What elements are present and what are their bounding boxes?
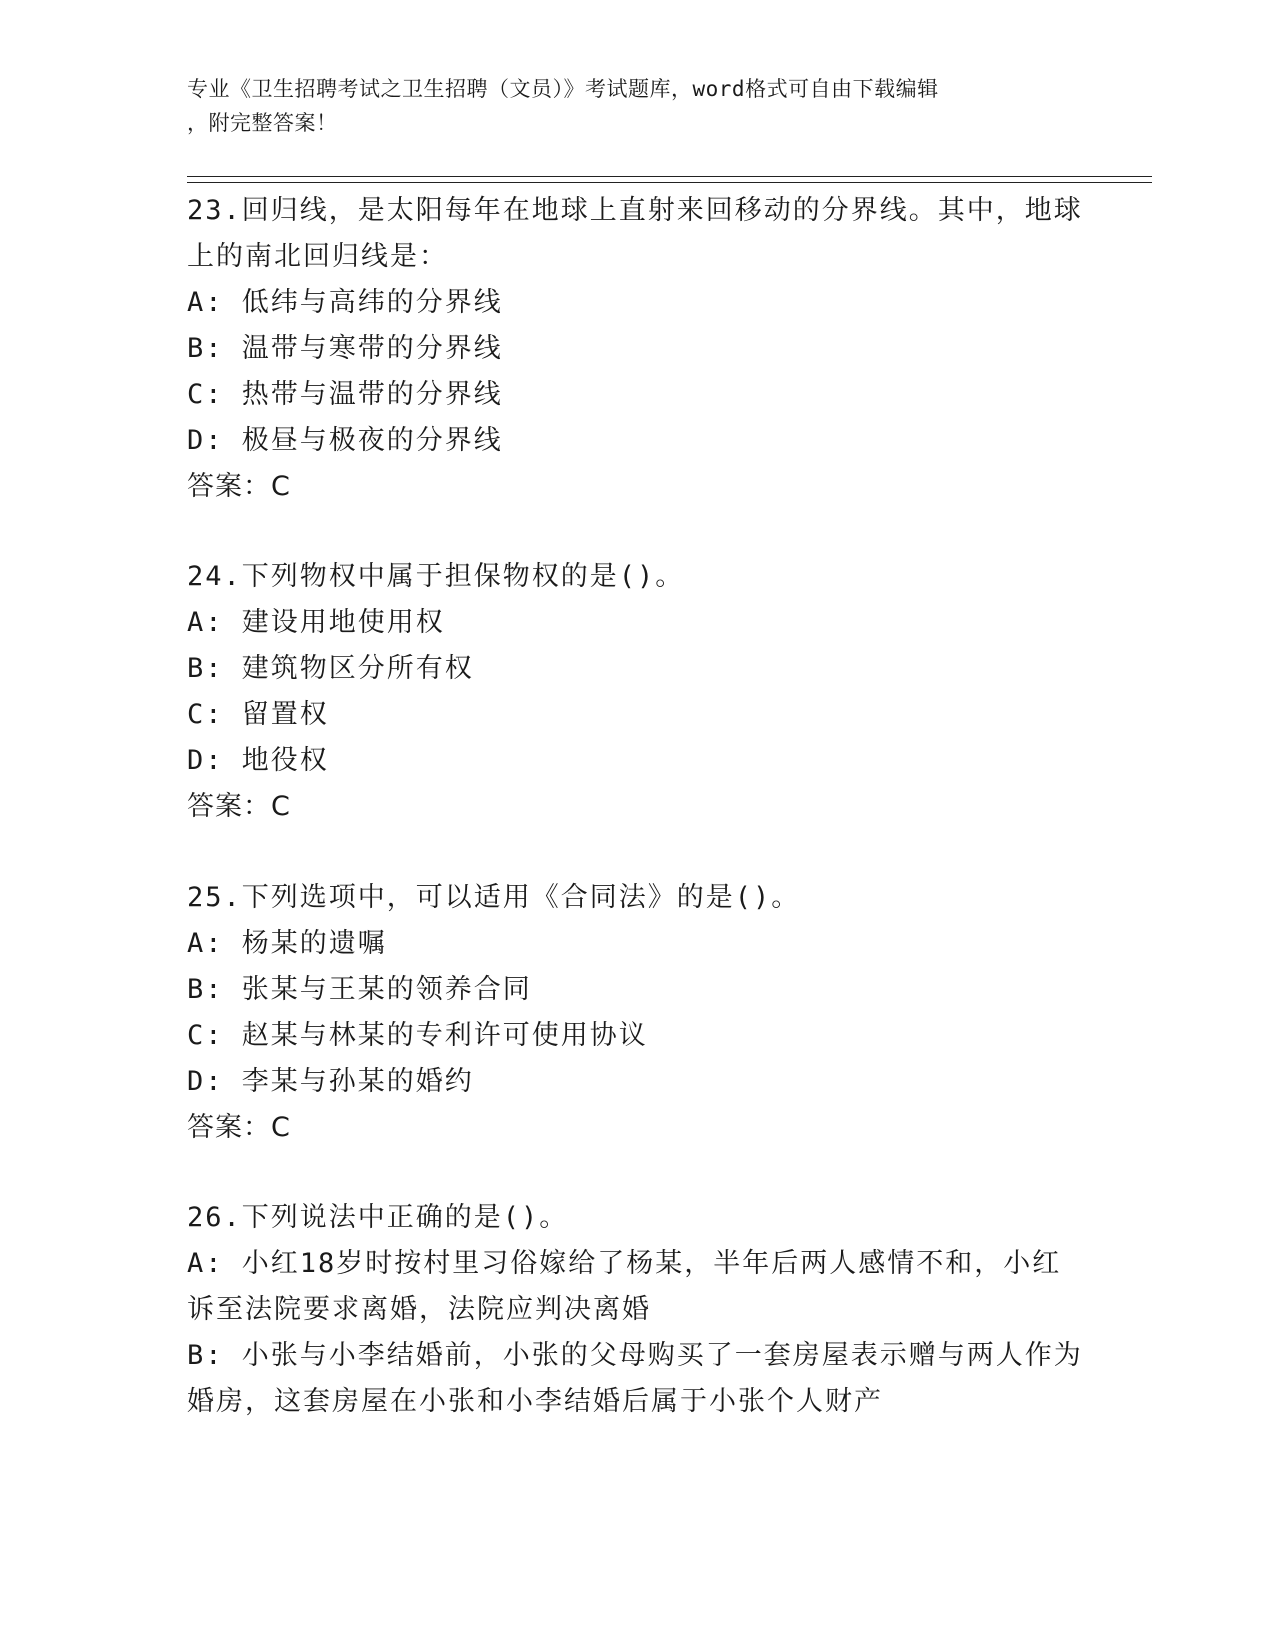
answer-line: 答案：C — [187, 791, 291, 822]
header-divider-top — [187, 176, 1152, 177]
question-23 — [187, 188, 1087, 510]
option-b: B: 建筑物区分所有权 — [187, 653, 474, 684]
option-c: C: 赵某与林某的专利许可使用协议 — [187, 1020, 648, 1051]
option-b: B: 温带与寒带的分界线 — [187, 333, 503, 364]
question-25 — [187, 875, 1087, 1151]
answer-line: 答案：C — [187, 471, 291, 502]
option-a: A: 小红18岁时按村里习俗嫁给了杨某，半年后两人感情不和，小红 — [187, 1248, 1062, 1279]
option-d: D: 李某与孙某的婚约 — [187, 1066, 474, 1097]
option-c: C: 留置权 — [187, 699, 329, 730]
option-d: D: 地役权 — [187, 745, 329, 776]
header-line-1: 专业《卫生招聘考试之卫生招聘（文员）》考试题库，word格式可自由下载编辑 — [187, 77, 939, 101]
question-text: 26.下列说法中正确的是()。 — [187, 1202, 569, 1233]
header-line-2: ，附完整答案！ — [187, 111, 338, 135]
question-text-continued: 上的南北回归线是： — [187, 241, 448, 272]
option-b: B: 张某与王某的领养合同 — [187, 974, 532, 1005]
question-24 — [187, 554, 1087, 830]
question-text: 24.下列物权中属于担保物权的是()。 — [187, 561, 685, 592]
option-b-continued: 婚房，这套房屋在小张和小李结婚后属于小张个人财产 — [187, 1386, 883, 1417]
question-text: 23.回归线，是太阳每年在地球上直射来回移动的分界线。其中，地球 — [187, 195, 1083, 226]
option-c: C: 热带与温带的分界线 — [187, 379, 503, 410]
option-a: A: 建设用地使用权 — [187, 607, 445, 638]
option-a-continued: 诉至法院要求离婚，法院应判决离婚 — [187, 1294, 651, 1325]
question-text: 25.下列选项中，可以适用《合同法》的是()。 — [187, 882, 801, 913]
option-b: B: 小张与小李结婚前，小张的父母购买了一套房屋表示赠与两人作为 — [187, 1340, 1083, 1371]
document-header — [187, 72, 1087, 140]
option-a: A: 低纬与高纬的分界线 — [187, 287, 503, 318]
option-d: D: 极昼与极夜的分界线 — [187, 425, 503, 456]
answer-line: 答案：C — [187, 1112, 291, 1143]
option-a: A: 杨某的遗嘱 — [187, 928, 387, 959]
question-26 — [187, 1195, 1087, 1425]
header-divider-bottom — [187, 182, 1152, 183]
